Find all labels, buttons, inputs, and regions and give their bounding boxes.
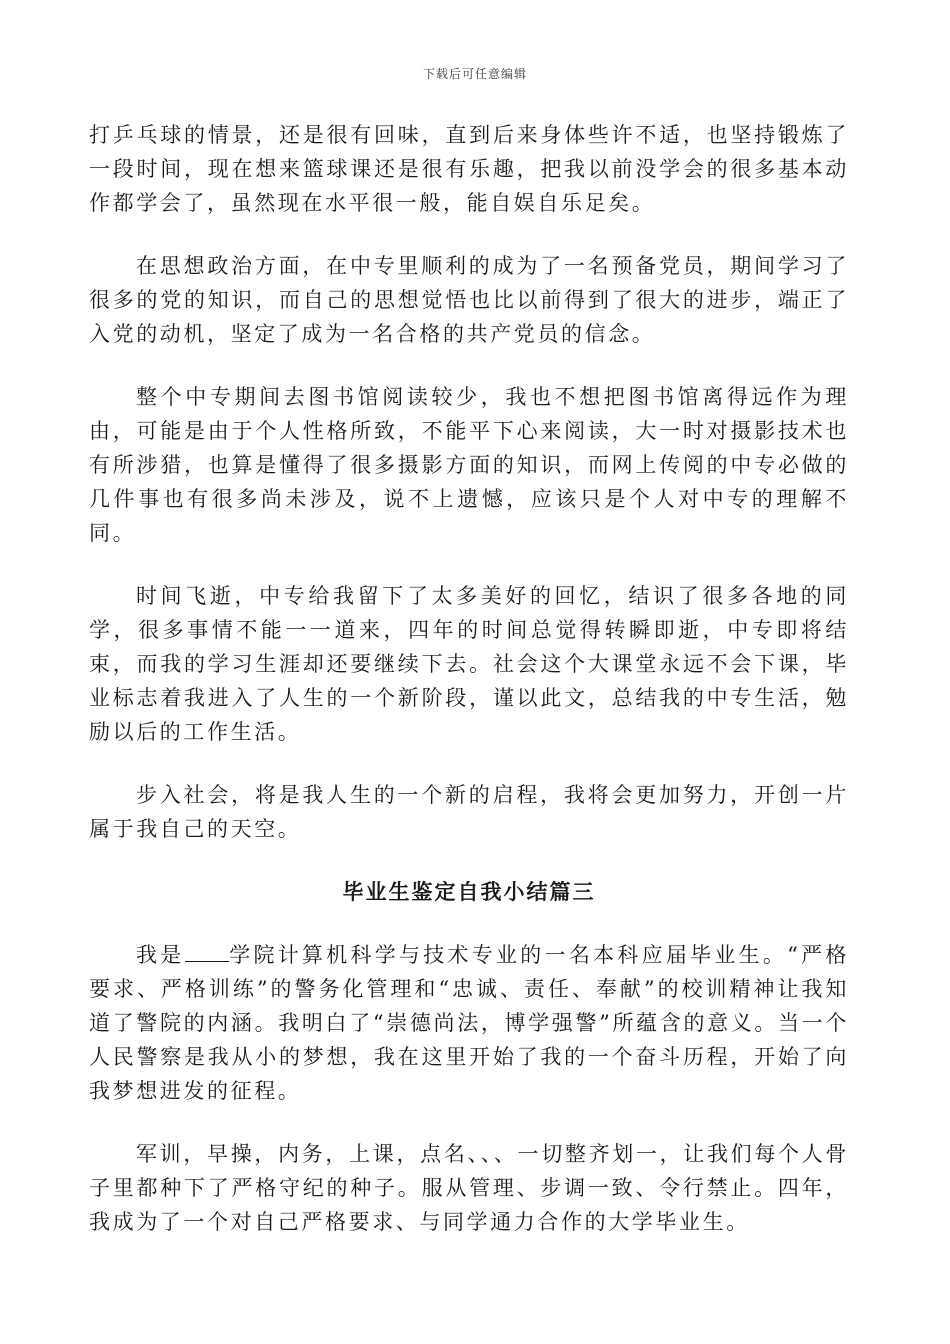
paragraph-political-thought: 在思想政治方面，在中专里顺利的成为了一名预备党员，期间学习了很多的党的知识，而自己的思想觉悟也比以前得到了很大的进步，端正了入党的动机，坚定了成为一名合格的共产党员的信念。 (89, 254, 849, 346)
section-title: 毕业生鉴定自我小结篇三 (342, 880, 596, 904)
paragraph-introduction (89, 938, 849, 1108)
paragraph-military-training: 军训，早操，内务，上课，点名、、、一切整齐划一，让我们每个人骨子里都种下了严格守纪的种子。服从管理、步调一致、令行禁止。四年，我成为了一个对自己严格要求、与同学通力合作的大学毕业生。 (89, 1142, 849, 1234)
page-header-note: 下载后可任意编辑 (422, 67, 527, 81)
intro-text-after-blank: 学院计算机科学与技术专业的一名本科应届毕业生。“严格要求、严格训练”的警务化管理和“忠诚、责任、奉献”的校训精神让我知道了警院的内涵。我明白了“崇德尚法，博学强警”所蕴含的意义。当一个人民警察是我从小的梦想，我在这里开始了我的一个奋斗历程，开始了向我梦想进发的征程。 (89, 943, 849, 1103)
paragraph-sports-recollection: 打乒乓球的情景，还是很有回味，直到后来身体些许不适，也坚持锻炼了一段时间，现在想来篮球课还是很有乐趣，把我以前没学会的很多基本动作都学会了，虽然现在水平很一般，能自娱自乐足矣。 (89, 123, 849, 215)
paragraph-time-flies: 时间飞逝，中专给我留下了太多美好的回忆，结识了很多各地的同学，很多事情不能一一道来，四年的时间总觉得转瞬即逝，中专即将结束，而我的学习生涯却还要继续下去。社会这个大课堂永远不会下课，毕业标志着我进入了人生的一个新阶段，谨以此文，总结我的中专生活，勉励以后的工作生活。 (89, 584, 849, 744)
document-body (89, 118, 849, 1239)
paragraph-enter-society: 步入社会，将是我人生的一个新的启程，我将会更加努力，开创一片属于我自己的天空。 (89, 783, 849, 841)
intro-text-before-blank: 我是 (136, 943, 185, 967)
paragraph-library-reading: 整个中专期间去图书馆阅读较少，我也不想把图书馆离得远作为理由，可能是由于个人性格所致，不能平下心来阅读，大一时对摄影技术也有所涉猎，也算是懂得了很多摄影方面的知识，而网上传阅的中专必做的几件事也有很多尚未涉及，说不上遗憾，应该只是个人对中专的理解不同。 (89, 385, 849, 545)
fill-in-blank-line (185, 941, 229, 962)
